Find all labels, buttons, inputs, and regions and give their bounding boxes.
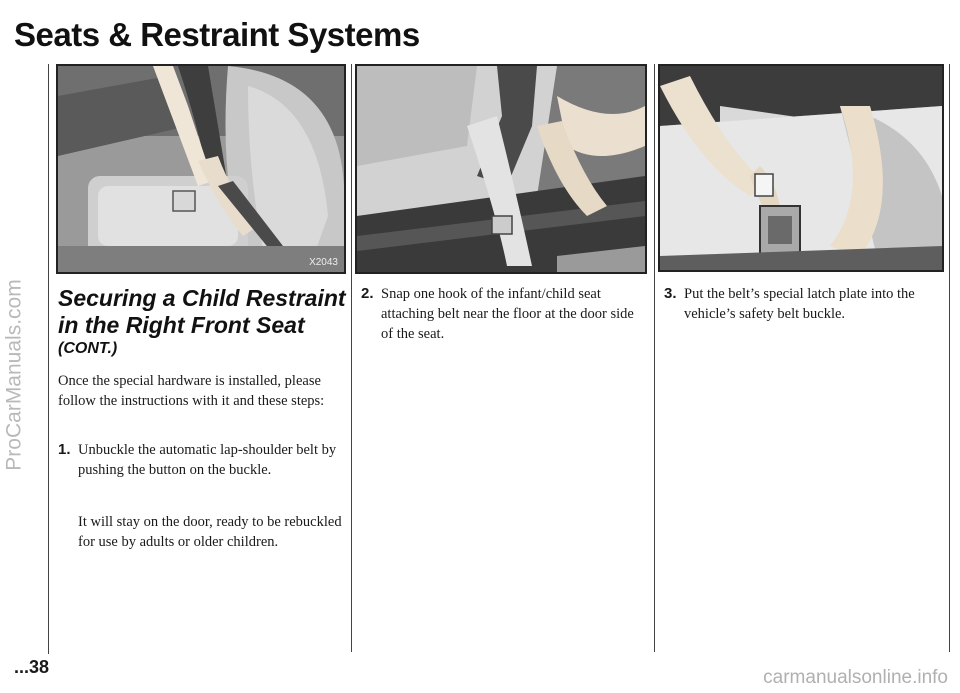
photo-floor-hook [355, 64, 647, 274]
section-subheading: (CONT.) [58, 340, 118, 357]
page-header: Seats & Restraint Systems [14, 16, 420, 53]
step-2 [361, 284, 647, 344]
page-number: ...38 [14, 657, 50, 677]
section-heading: Securing a Child Restraint in the Right Front Seat [58, 285, 346, 338]
column-divider-edge [949, 64, 950, 652]
step-text: Snap one hook of the infant/child seat attaching belt near the floor at the door side of the seat. [381, 286, 634, 342]
column-divider-left [48, 64, 49, 654]
step-number: 2. [361, 285, 374, 302]
step-3 [664, 284, 942, 324]
column-divider-right [654, 64, 655, 652]
step-number: 1. [58, 441, 71, 458]
step-text: Put the belt’s special latch plate into the vehicle’s safety belt buckle. [684, 286, 915, 322]
bottom-watermark: carmanualsonline.info [763, 667, 948, 688]
photo-code: X2043 [309, 257, 338, 268]
photo-seat-buckle [56, 64, 346, 274]
column-divider-mid [351, 64, 352, 652]
photo-latch-plate [658, 64, 944, 272]
intro-paragraph: Once the special hardware is installed, please follow the instructions with it and these steps: [58, 373, 325, 409]
step-number: 3. [664, 285, 677, 302]
step-1 [58, 440, 342, 480]
step-1-note: It will stay on the door, ready to be rebuckled for use by adults or older children. [78, 514, 342, 550]
side-watermark: ProCarManuals.com [3, 279, 26, 471]
step-text: Unbuckle the automatic lap-shoulder belt by pushing the button on the buckle. [78, 442, 337, 478]
